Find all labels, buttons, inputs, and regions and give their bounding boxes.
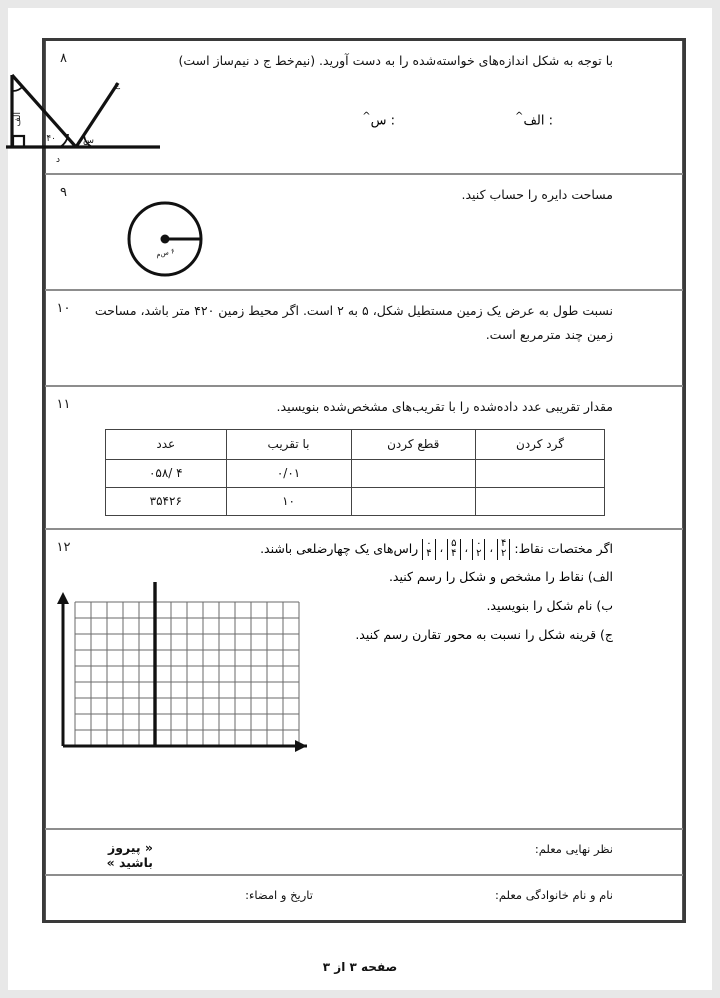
score-cell-8[interactable] (625, 41, 683, 173)
svg-text:۶ س‌م: ۶ س‌م (155, 247, 176, 259)
coordinate-separator-3: ، (439, 542, 444, 556)
cell-round-2[interactable] (475, 487, 604, 515)
teacher-signature-body (81, 876, 625, 920)
column-header-truncate: قطع کردن (351, 429, 475, 459)
svg-text:۴۰: ۴۰ (46, 134, 56, 144)
coordinate-separator-1: ، (489, 542, 494, 556)
question-body-9 (81, 175, 625, 289)
question-number-8: ۸ (45, 41, 81, 173)
cell-truncate-1[interactable] (351, 459, 475, 487)
question-body-10 (81, 291, 625, 385)
cell-number-2: ۳۵۴۲۶ (106, 487, 227, 515)
angle-answer-sin-label: س (370, 113, 387, 129)
coordinate-pair-4-x: ۰ (426, 537, 432, 549)
triangle-with-bisector-figure (0, 65, 168, 165)
question-12-sub-item-b: ب) نام شکل را بنویسید. (486, 598, 613, 614)
score-cell-footer-2 (625, 876, 683, 920)
svg-text:د: د (55, 155, 60, 165)
question-body-11 (81, 387, 625, 528)
angle-hat-sin: ^ (362, 111, 371, 122)
column-header-round: گرد کردن (475, 429, 604, 459)
footer-number-cell-1 (45, 830, 81, 874)
svg-text:الف: الف (13, 112, 23, 127)
question-number-11: ۱۱ (45, 387, 81, 528)
coordinate-pair-2-y: ۲ (476, 548, 482, 560)
table-row (106, 459, 605, 487)
coordinate-pair-3-y: ۴ (451, 548, 457, 560)
coordinate-pair-1-y: ۲ (501, 548, 507, 560)
cell-number-1: ۴ /۰۵۸ (106, 459, 227, 487)
coordinate-pair-2-x: ۰ (476, 537, 482, 549)
svg-text:ج: ج (114, 80, 120, 90)
column-header-approx: با تقریب (226, 429, 351, 459)
question-12-sub-item-c: ج) قرینه شکل را نسبت به محور تقارن رسم کنید. (355, 627, 613, 643)
angle-answer-sin-colon: : (390, 113, 396, 129)
question-12-prefix: اگر مختصات نقاط: (514, 540, 613, 556)
table-header-row (106, 429, 605, 459)
question-row-12 (45, 530, 683, 830)
question-prompt-9: مساحت دایره را حساب کنید. (461, 187, 613, 202)
question-12-sub-item-a: الف) نقاط را مشخص و شکل را رسم کنید. (388, 569, 613, 585)
coordinate-pair-3-x: ۵ (451, 537, 457, 549)
teacher-name-label: نام و نام خانوادگی معلم: (495, 887, 613, 902)
teacher-final-note-label: نظر نهایی معلم: (534, 841, 613, 856)
score-cell-12[interactable] (625, 530, 683, 828)
column-header-number: عدد (106, 429, 227, 459)
score-cell-footer-1 (625, 830, 683, 874)
page-sheet (8, 8, 712, 990)
question-row-11 (45, 387, 683, 530)
footer-number-cell-2 (45, 876, 81, 920)
page-footer: صفحه ۳ از ۳ (322, 960, 398, 974)
question-row-9 (45, 175, 683, 291)
svg-text:س: س (83, 136, 94, 146)
coordinate-pair-4 (422, 539, 435, 560)
question-8-answer-slots (223, 111, 553, 128)
question-number-10: ۱۰ (45, 291, 81, 385)
angle-hat-alef: ^ (515, 111, 524, 122)
coordinate-grid[interactable] (45, 574, 325, 764)
coordinate-pair-1 (497, 539, 510, 560)
coordinate-pair-1-x: ۴ (501, 537, 507, 549)
good-luck-message: « پیروز باشید » (106, 839, 153, 870)
question-number-12: ۱۲ (45, 530, 81, 828)
angle-answer-alef-label: الف (523, 113, 545, 129)
cell-truncate-2[interactable] (351, 487, 475, 515)
question-body-8 (13, 41, 625, 173)
score-cell-11[interactable] (625, 387, 683, 528)
coordinate-pair-2 (472, 539, 485, 560)
cell-round-1[interactable] (475, 459, 604, 487)
cell-approx-2: ۱۰ (226, 487, 351, 515)
question-prompt-11: مقدار تقریبی عدد داده‌شده را با تقریب‌های مشخص‌شده بنویسید. (276, 399, 613, 414)
angle-answer-alef[interactable] (515, 111, 553, 128)
question-12-suffix: راس‌های یک چهارضلعی باشند. (260, 540, 419, 556)
teacher-signature-row (45, 876, 683, 920)
question-prompt-12 (93, 538, 613, 561)
question-prompt-10: نسبت طول به عرض یک زمین مستطیل شکل، ۵ به ۲ است. اگر محیط زمین ۴۲۰ متر باشد، مساحت زمین چند مترمربع است. (94, 303, 613, 342)
angle-answer-alef-colon: : (548, 113, 553, 129)
table-row (106, 487, 605, 515)
coordinate-pairs-list (422, 539, 510, 560)
coordinate-pair-3 (447, 539, 460, 560)
approximation-table (105, 429, 605, 516)
circle-with-radius-figure (113, 197, 223, 282)
angle-answer-sin[interactable] (362, 111, 395, 128)
teacher-final-note-row (45, 830, 683, 876)
question-body-12 (81, 530, 625, 828)
question-row-8 (13, 41, 683, 175)
question-prompt-8: با توجه به شکل اندازه‌های خواسته‌شده را به دست آورید. (نیم‌خط ج د نیم‌ساز است) (178, 53, 613, 68)
coordinate-pair-4-y: ۴ (426, 548, 432, 560)
score-cell-9[interactable] (625, 175, 683, 289)
score-cell-10[interactable] (625, 291, 683, 385)
question-number-9: ۹ (45, 175, 81, 289)
coordinate-separator-2: ، (464, 542, 469, 556)
date-signature-label: تاریخ و امضاء: (245, 887, 313, 902)
teacher-final-note-body (81, 830, 625, 874)
exam-question-table (13, 38, 686, 923)
question-row-10 (45, 291, 683, 387)
cell-approx-1: ۰/۰۱ (226, 459, 351, 487)
